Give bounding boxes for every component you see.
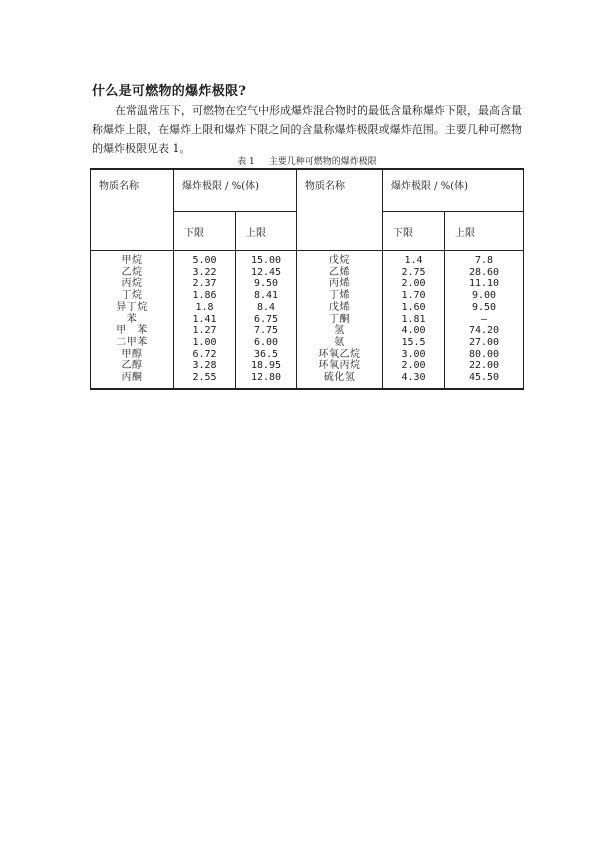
upper-limit: 9.00 — [445, 290, 524, 302]
header-lower-left: 下限 — [174, 212, 236, 251]
upper-limit: 12.80 — [236, 372, 297, 389]
upper-limit: 18.95 — [236, 360, 297, 372]
page-title: 什么是可燃物的爆炸极限? — [92, 84, 247, 99]
substance-name: 异丁烷 — [91, 302, 174, 314]
substance-name: 甲烷 — [91, 251, 174, 267]
header-upper-right: 上限 — [445, 212, 524, 251]
substance-name: 丁烯 — [297, 290, 383, 302]
lower-limit: 1.86 — [174, 290, 236, 302]
upper-limit: 11.10 — [445, 278, 524, 290]
upper-limit: 45.50 — [445, 372, 524, 389]
lower-limit: 15.5 — [383, 337, 445, 349]
substance-name: 环氧乙烷 — [297, 349, 383, 361]
upper-limit: 9.50 — [236, 278, 297, 290]
upper-limit: 28.60 — [445, 267, 524, 279]
header-substance-name-left: 物质名称 — [91, 169, 174, 251]
upper-limit: 80.00 — [445, 349, 524, 361]
substance-name: 苯 — [91, 314, 174, 326]
upper-limit: 7.8 — [445, 251, 524, 267]
substance-name: 丙烷 — [91, 278, 174, 290]
substance-name: 甲醇 — [91, 349, 174, 361]
substance-name: 戊烷 — [297, 251, 383, 267]
lower-limit: 1.41 — [174, 314, 236, 326]
header-explosion-limit-left: 爆炸极限 / %(体) — [174, 169, 297, 212]
lower-limit: 3.22 — [174, 267, 236, 279]
substance-name: 乙烷 — [91, 267, 174, 279]
header-explosion-limit-right: 爆炸极限 / %(体) — [383, 169, 524, 212]
substance-name: 甲 苯 — [91, 325, 174, 337]
lower-limit: 4.00 — [383, 325, 445, 337]
lower-limit: 1.60 — [383, 302, 445, 314]
table-caption-title: 主要几种可燃物的爆炸极限 — [268, 157, 377, 167]
explosion-limits-table — [90, 168, 524, 390]
intro-paragraph: 在常温常压下，可燃物在空气中形成爆炸混合物时的最低含量称爆炸下限，最高含量称爆炸上限，在爆炸上限和爆炸下限之间的含量称爆炸极限或爆炸范围。主要几种可燃物的爆炸极限见表 1。 — [92, 104, 522, 155]
lower-limit: 2.55 — [174, 372, 236, 389]
substance-name: 丁酮 — [297, 314, 383, 326]
lower-limit: 1.8 — [174, 302, 236, 314]
substance-name: 二甲苯 — [91, 337, 174, 349]
header-substance-name-right: 物质名称 — [297, 169, 383, 251]
upper-limit: 6.00 — [236, 337, 297, 349]
upper-limit: 36.5 — [236, 349, 297, 361]
upper-limit: 12.45 — [236, 267, 297, 279]
table-row — [91, 349, 524, 361]
upper-limit: 15.00 — [236, 251, 297, 267]
table-row — [91, 372, 524, 389]
table-row — [91, 325, 524, 337]
table-row — [91, 290, 524, 302]
upper-limit: 22.00 — [445, 360, 524, 372]
table-caption — [92, 154, 522, 167]
lower-limit: 3.00 — [383, 349, 445, 361]
lower-limit: 1.4 — [383, 251, 445, 267]
lower-limit: 2.37 — [174, 278, 236, 290]
substance-name: 丙烯 — [297, 278, 383, 290]
lower-limit: 2.75 — [383, 267, 445, 279]
lower-limit: 2.00 — [383, 278, 445, 290]
upper-limit: 7.75 — [236, 325, 297, 337]
header-upper-left: 上限 — [236, 212, 297, 251]
lower-limit: 1.81 — [383, 314, 445, 326]
upper-limit: 8.41 — [236, 290, 297, 302]
lower-limit: 3.28 — [174, 360, 236, 372]
upper-limit: 6.75 — [236, 314, 297, 326]
header-lower-right: 下限 — [383, 212, 445, 251]
table-row — [91, 267, 524, 279]
upper-limit: — — [445, 314, 524, 326]
upper-limit: 9.50 — [445, 302, 524, 314]
substance-name: 丁烷 — [91, 290, 174, 302]
lower-limit: 6.72 — [174, 349, 236, 361]
substance-name: 乙醇 — [91, 360, 174, 372]
lower-limit: 2.00 — [383, 360, 445, 372]
lower-limit: 5.00 — [174, 251, 236, 267]
substance-name: 氨 — [297, 337, 383, 349]
table-row — [91, 360, 524, 372]
table-row — [91, 337, 524, 349]
table-row — [91, 302, 524, 314]
upper-limit: 27.00 — [445, 337, 524, 349]
table-caption-label: 表 1 — [237, 157, 255, 167]
substance-name: 硫化氢 — [297, 372, 383, 389]
lower-limit: 1.70 — [383, 290, 445, 302]
lower-limit: 4.30 — [383, 372, 445, 389]
table-row — [91, 251, 524, 267]
lower-limit: 1.27 — [174, 325, 236, 337]
substance-name: 戊烯 — [297, 302, 383, 314]
substance-name: 环氧丙烷 — [297, 360, 383, 372]
substance-name: 氢 — [297, 325, 383, 337]
substance-name: 乙烯 — [297, 267, 383, 279]
table-row — [91, 314, 524, 326]
substance-name: 丙酮 — [91, 372, 174, 389]
lower-limit: 1.00 — [174, 337, 236, 349]
table-row — [91, 278, 524, 290]
upper-limit: 74.20 — [445, 325, 524, 337]
upper-limit: 8.4 — [236, 302, 297, 314]
